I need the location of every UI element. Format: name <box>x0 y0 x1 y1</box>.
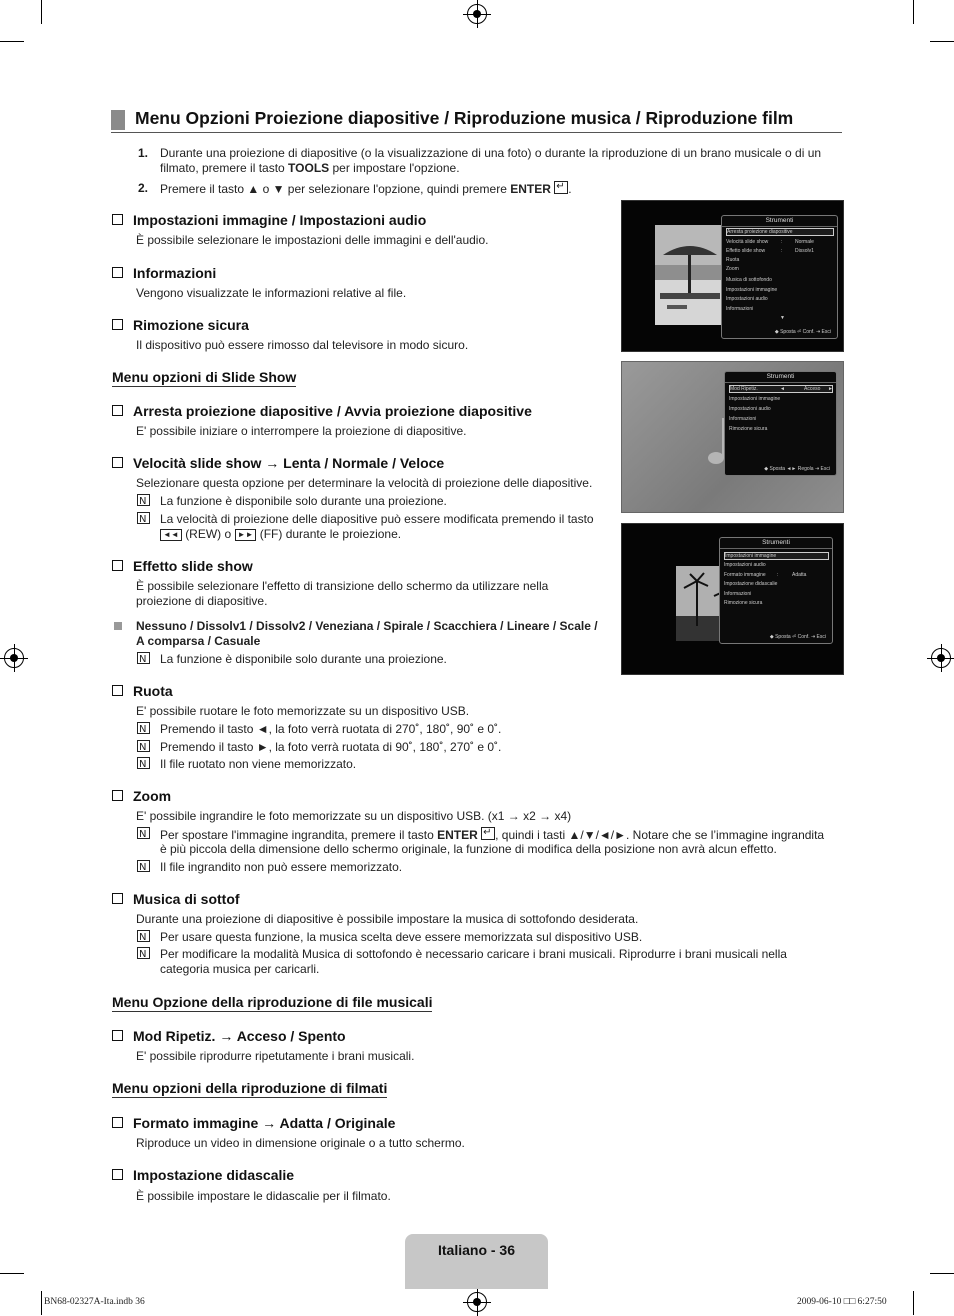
body-music: Durante una proiezione di diapositive è possibile impostare la musica di sottofondo desiderata. <box>136 912 639 926</box>
effect-options-1: Nessuno / Dissolv1 / Dissolv2 / Veneziana / Spirale / Scacchiera / Lineare / Scale / <box>136 619 598 633</box>
tools-panel <box>721 215 838 339</box>
panel-row[interactable]: Informazioni <box>726 306 754 312</box>
panel-colon: : <box>781 248 783 254</box>
panel-value: Adatta <box>792 572 807 578</box>
screenshot-slideshow-tools <box>621 200 844 352</box>
note-speed-1: La funzione è disponibile solo durante una proiezione. <box>160 494 447 508</box>
subheading-slide-menu: Menu opzioni di Slide Show <box>112 369 297 385</box>
checkbox-bullet-icon <box>112 1169 123 1180</box>
subheading-music-menu: Menu Opzione della riproduzione di file musicali <box>112 994 433 1010</box>
checkbox-bullet-icon <box>112 405 123 416</box>
note-icon <box>137 722 150 734</box>
page-number-tab <box>405 1234 548 1289</box>
screenshot-music-tools <box>621 361 844 513</box>
panel-row[interactable]: Rimozione sicura <box>724 600 763 606</box>
screenshot-movie-tools <box>621 523 844 675</box>
body-effect-1: È possibile selezionare l'effetto di transizione dello schermo da utilizzare nella <box>136 579 549 593</box>
heading-effect: Effetto slide show <box>112 558 253 574</box>
note-music-2: Per modificare la modalità Musica di sottofondo è necessario caricare i brani musicali. Riprodurre i brani musicali nella <box>160 947 787 961</box>
crop-mark <box>41 1291 42 1315</box>
panel-row[interactable]: Effetto slide show <box>726 248 766 254</box>
panel-colon: : <box>777 572 779 578</box>
body-effect-2: proiezione di diapositive. <box>136 594 268 608</box>
step-1-line-1: Durante una proiezione di diapositive (o la visualizzazione di una foto) o durante la riproduzione di un brano musicale o di un <box>160 146 822 160</box>
checkbox-bullet-icon <box>112 1030 123 1041</box>
square-bullet-icon <box>114 622 122 630</box>
panel-row[interactable]: Rimozione sicura <box>729 426 768 432</box>
note-rotate-3: Il file ruotato non viene memorizzato. <box>160 757 357 771</box>
body-rotate: E' possibile ruotare le foto memorizzate su un dispositivo USB. <box>136 704 470 718</box>
panel-row[interactable]: Informazioni <box>724 591 752 597</box>
note-zoom-1c: è più piccola della dimensione dello schermo originale, la funzione di modifica della posizione non avrà alcun effetto. <box>160 842 777 856</box>
checkbox-bullet-icon <box>112 560 123 571</box>
panel-footer: ◆ Sposta ⏎ Conf. ⇥ Esci <box>769 634 826 640</box>
panel-colon: : <box>781 239 783 245</box>
crop-mark <box>0 1273 24 1274</box>
registration-mark-icon <box>931 648 951 668</box>
note-effect-1: La funzione è disponibile solo durante una proiezione. <box>160 652 447 666</box>
svg-text:N: N <box>139 496 147 506</box>
checkbox-bullet-icon <box>112 267 123 278</box>
note-zoom-2: Il file ingrandito non può essere memorizzato. <box>160 860 403 874</box>
enter-icon <box>481 827 495 840</box>
step-number: 2. <box>138 181 149 195</box>
panel-row[interactable]: Impostazione didascalie <box>724 581 778 587</box>
body-info: Vengono visualizzate le informazioni relative al file. <box>136 286 407 300</box>
panel-row[interactable]: Zoom <box>726 266 739 272</box>
svg-text:N: N <box>139 724 147 734</box>
checkbox-bullet-icon <box>112 893 123 904</box>
checkbox-bullet-icon <box>112 1117 123 1128</box>
scroll-down-icon[interactable]: ▼ <box>780 315 785 321</box>
panel-header: Strumenti <box>725 372 836 383</box>
panel-row[interactable]: Formato immagine <box>724 572 766 578</box>
effect-options-2: A comparsa / Casuale <box>136 634 261 648</box>
body-format: Riproduce un video in dimensione originale o a tutto schermo. <box>136 1136 465 1150</box>
note-icon <box>137 947 150 959</box>
imprint-file: BN68-02327A-Ita.indb 36 <box>44 1297 145 1307</box>
note-icon <box>137 652 150 664</box>
step-number: 1. <box>138 146 149 160</box>
body-repeat: E' possibile riprodurre ripetutamente i brani musicali. <box>136 1049 415 1063</box>
note-speed-2b: ◄◄ (REW) o ►► (FF) durante le proiezione. <box>160 527 401 543</box>
heading-info: Informazioni <box>112 265 216 281</box>
svg-text:N: N <box>139 932 147 942</box>
note-music-1: Per usare questa funzione, la musica scelta deve essere memorizzata sul dispositivo USB. <box>160 930 643 944</box>
body-img-audio: È possibile selezionare le impostazioni delle immagini e dell'audio. <box>136 233 489 247</box>
svg-text:N: N <box>139 829 147 839</box>
subheading-movie-menu: Menu opzioni della riproduzione di filmati <box>112 1080 388 1096</box>
tools-panel <box>724 371 837 476</box>
registration-mark-icon <box>467 4 487 24</box>
panel-row-selected[interactable]: Mod Ripetiz. ◄ Acceso ► <box>730 386 833 392</box>
note-icon <box>137 930 150 942</box>
beach-photo-icon <box>655 225 725 325</box>
page-number: Italiano - 36 <box>437 1242 516 1258</box>
heading-music: Musica di sottof <box>112 891 240 907</box>
page-title: Menu Opzioni Proiezione diapositive / Riproduzione musica / Riproduzione film <box>135 108 794 128</box>
svg-text:N: N <box>139 742 147 752</box>
heading-format: Formato immagine → Adatta / Originale <box>112 1115 395 1131</box>
panel-footer: ◆ Sposta ◄► Regola ⇥ Esci <box>764 466 830 472</box>
panel-header: Strumenti <box>720 538 832 549</box>
heading-repeat: Mod Ripetiz. → Acceso / Spento <box>112 1028 346 1044</box>
panel-footer: ◆ Sposta ⏎ Conf. ⇥ Esci <box>774 329 831 335</box>
panel-value: Normale <box>795 239 814 245</box>
note-rotate-1: Premendo il tasto ◄, la foto verrà ruotata di 270˚, 180˚, 90˚ e 0˚. <box>160 722 502 736</box>
note-icon <box>137 860 150 872</box>
note-icon <box>137 827 150 839</box>
body-speed: Selezionare questa opzione per determinare la velocità di proiezione delle diapositive. <box>136 476 593 490</box>
heading-stop: Arresta proiezione diapositive / Avvia proiezione diapositive <box>112 403 532 419</box>
crop-mark <box>930 1273 954 1274</box>
note-rotate-2: Premendo il tasto ►, la foto verrà ruotata di 90˚, 180˚, 270˚ e 0˚. <box>160 740 502 754</box>
heading-rotate: Ruota <box>112 683 173 699</box>
panel-row[interactable]: Impostazioni immagine <box>729 396 781 402</box>
enter-icon <box>554 181 568 194</box>
note-icon <box>137 494 150 506</box>
ff-button-icon: ►► <box>235 529 257 541</box>
heading-img-audio: Impostazioni immagine / Impostazioni audio <box>112 212 426 228</box>
note-zoom-1: Per spostare l'immagine ingrandita, premere il tasto ENTER ↵ , quindi i tasti ▲/▼/◄/►. Notare che se l’immagine ingrandita <box>160 827 824 844</box>
note-icon <box>137 512 150 524</box>
body-zoom: E' possibile ingrandire le foto memorizzate su un dispositivo USB. (x1 → x2 → x4) <box>136 809 572 823</box>
svg-text:N: N <box>139 949 147 959</box>
tools-panel <box>719 537 833 644</box>
registration-mark-icon <box>4 648 24 668</box>
checkbox-bullet-icon <box>112 457 123 468</box>
svg-text:N: N <box>139 654 147 664</box>
checkbox-bullet-icon <box>112 790 123 801</box>
note-music-2b: categoria musica per caricarli. <box>160 962 320 976</box>
panel-row[interactable]: Ruota <box>726 257 740 263</box>
heading-remove: Rimozione sicura <box>112 317 249 333</box>
heading-subs: Impostazione didascalie <box>112 1167 294 1183</box>
panel-row[interactable]: Impostazioni immagine <box>726 287 778 293</box>
body-subs: È possibile impostare le didascalie per il filmato. <box>136 1189 391 1203</box>
panel-row[interactable]: Velocità slide show <box>726 239 769 245</box>
crop-mark <box>41 0 42 24</box>
panel-row[interactable]: Informazioni <box>729 416 757 422</box>
note-speed-2: La velocità di proiezione delle diapositive può essere modificata premendo il tasto <box>160 512 594 526</box>
heading-speed: Velocità slide show → Lenta / Normale / Veloce <box>112 455 444 471</box>
section-title-bar <box>111 108 842 133</box>
heading-zoom: Zoom <box>112 788 171 804</box>
rew-button-icon: ◄◄ <box>160 529 182 541</box>
checkbox-bullet-icon <box>112 319 123 330</box>
step-2-text: Premere il tasto ▲ o ▼ per selezionare l'opzione, quindi premere ENTER ↵ . <box>160 181 572 198</box>
crop-mark <box>913 0 914 24</box>
svg-text:N: N <box>139 862 147 872</box>
body-stop: E' possibile iniziare o interrompere la proiezione di diapositive. <box>136 424 467 438</box>
crop-mark <box>0 41 24 42</box>
step-1-line-2: filmato, premere il tasto TOOLS per impostare l'opzione. <box>160 161 460 175</box>
panel-header: Strumenti <box>722 216 837 227</box>
registration-mark-icon <box>467 1292 487 1312</box>
checkbox-bullet-icon <box>112 214 123 225</box>
panel-value: Dissolv1 <box>795 248 814 254</box>
body-remove: Il dispositivo può essere rimosso dal televisore in modo sicuro. <box>136 338 469 352</box>
checkbox-bullet-icon <box>112 685 123 696</box>
panel-row-selected[interactable]: Arresta proiezione diapositive <box>726 228 834 236</box>
svg-text:N: N <box>139 514 147 524</box>
note-icon <box>137 740 150 752</box>
panel-row-selected[interactable]: Impostazioni immagine <box>724 552 829 560</box>
svg-text:N: N <box>139 759 147 769</box>
panel-row[interactable]: Musica di sottofondo <box>726 277 772 283</box>
crop-mark <box>930 41 954 42</box>
crop-mark <box>913 1291 914 1315</box>
panel-row[interactable]: Impostazioni audio <box>729 406 771 412</box>
imprint-date: 2009-06-10 □□ 6:27:50 <box>797 1297 887 1307</box>
panel-row[interactable]: Impostazioni audio <box>724 562 766 568</box>
panel-row[interactable]: Impostazioni audio <box>726 296 768 302</box>
title-marker <box>111 110 125 130</box>
note-icon <box>137 757 150 769</box>
